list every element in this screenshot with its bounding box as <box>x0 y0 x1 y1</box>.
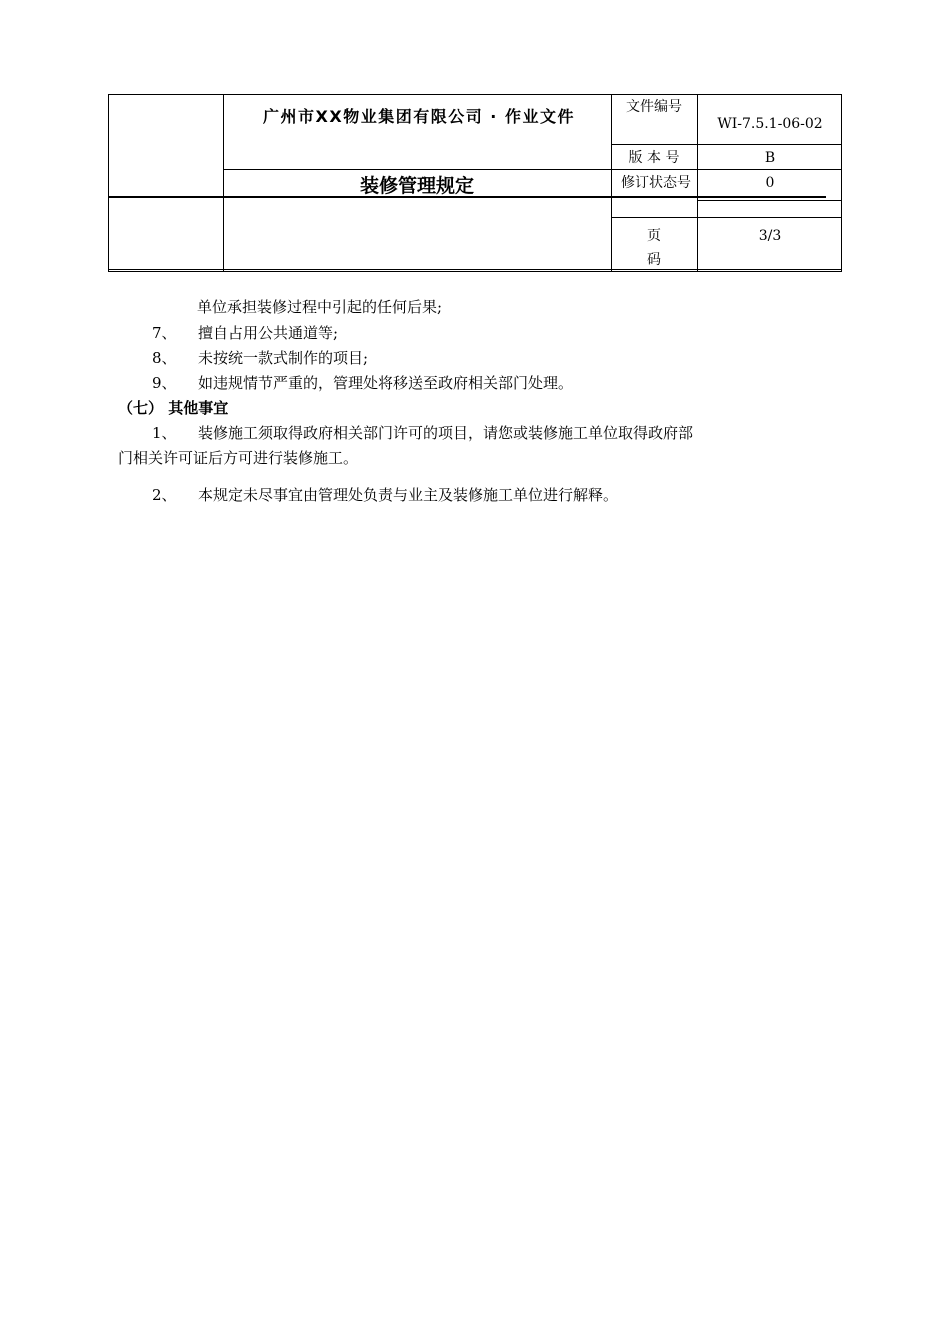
list-number: 9、 <box>152 374 177 392</box>
table-top-border <box>108 94 842 95</box>
list-text: 装修施工须取得政府相关部门许可的项目，请您或装修施工单位取得政府部 <box>198 424 694 442</box>
list-item-8 <box>152 345 368 371</box>
list-item-9 <box>152 370 573 396</box>
list-item-1-continuation: 门相关许可证后方可进行装修施工。 <box>118 449 359 467</box>
document-header-table <box>108 94 842 272</box>
section-heading: （七） 其他事宜 <box>118 399 229 417</box>
table-bottom-border <box>108 269 842 270</box>
list-number: 8、 <box>152 349 177 367</box>
field-value-page: 3/3 <box>758 228 782 244</box>
table-bottom-border-double <box>108 271 842 272</box>
row-divider-version <box>611 144 842 145</box>
continuation-line: 单位承担装修过程中引起的任何后果; <box>197 298 443 316</box>
field-label-file-number: 文件编号 <box>626 99 682 115</box>
list-item-7 <box>152 320 338 346</box>
company-name: 广州市XX物业集团有限公司 · 作业文件 <box>263 107 575 126</box>
field-label-version: 版 本 号 <box>628 150 680 166</box>
field-value-file-number: WI-7.5.1-06-02 <box>717 116 823 132</box>
list-item-1 <box>152 420 693 446</box>
document-title: 装修管理规定 <box>359 175 474 197</box>
field-label-page: 页码 <box>647 228 661 268</box>
row-divider-status <box>697 200 842 201</box>
list-text: 未按统一款式制作的项目; <box>198 349 369 367</box>
column-divider-2 <box>611 94 612 272</box>
field-label-revision-status: 修订状态号 <box>621 175 691 191</box>
list-number: 1、 <box>152 424 177 442</box>
list-text: 本规定未尽事宜由管理处负责与业主及装修施工单位进行解释。 <box>198 486 619 504</box>
list-text: 擅自占用公共通道等; <box>198 324 339 342</box>
row-divider-page <box>611 217 842 218</box>
list-item-2 <box>152 482 618 508</box>
field-value-version: B <box>764 150 776 166</box>
table-left-border <box>108 94 109 272</box>
field-value-revision-status: 0 <box>765 175 775 191</box>
list-number: 7、 <box>152 324 177 342</box>
list-number: 2、 <box>152 486 177 504</box>
list-text: 如违规情节严重的，管理处将移送至政府相关部门处理。 <box>198 374 574 392</box>
